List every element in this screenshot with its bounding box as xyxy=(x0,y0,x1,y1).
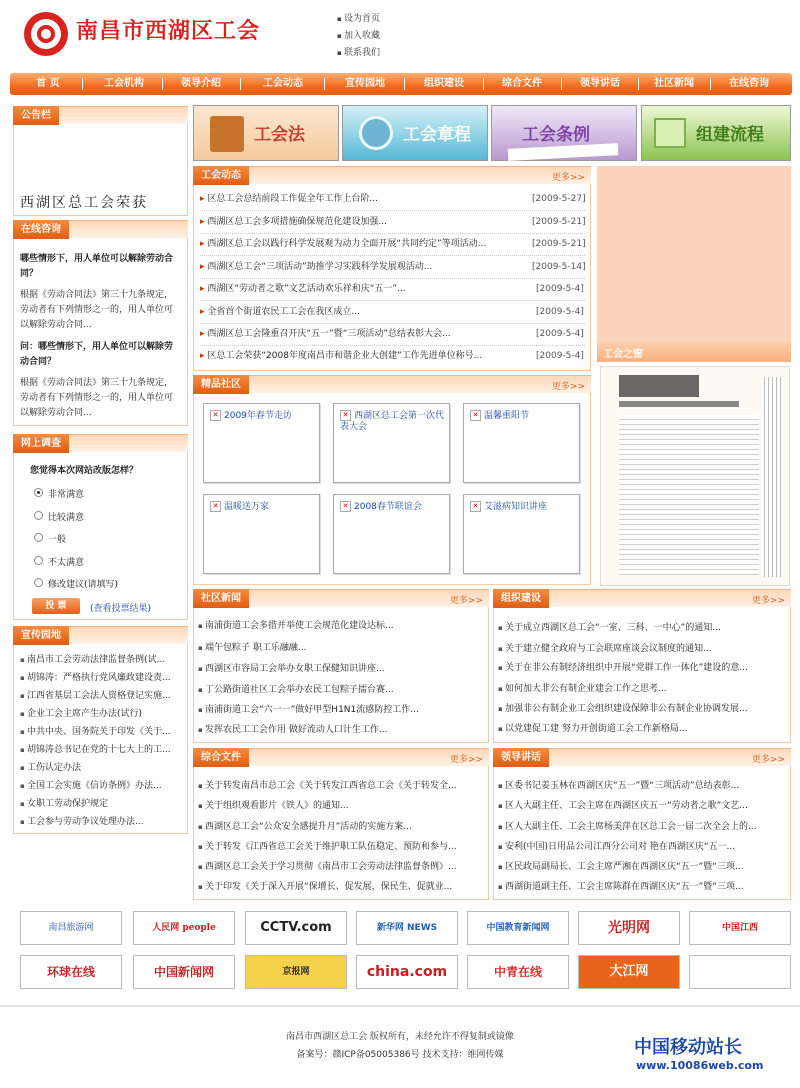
community-thumb[interactable] xyxy=(333,403,450,483)
survey-option-2: 比较满意 xyxy=(48,513,85,523)
community-thumb[interactable] xyxy=(333,494,450,574)
set-homepage-link[interactable]: ▪ 设为首页 xyxy=(337,11,380,24)
speeches-item[interactable]: ▪ 区委书记姜玉林在西湖区庆“五一”暨“三项活动”总结表彰... xyxy=(498,780,786,793)
nav-propaganda[interactable]: 宣传园地 xyxy=(345,78,385,89)
propaganda-item[interactable]: ▪ 江西省基层工会法人资格登记实施... xyxy=(20,690,188,703)
consult-answer-1: 根据《劳动合同法》第三十九条规定，劳动者有下列情形之一的，用人单位可以解除劳动合同... xyxy=(20,290,174,330)
news-date: [2009-5-21] xyxy=(532,217,586,227)
community-title: 精品社区 xyxy=(193,375,249,394)
nav-organization[interactable]: 组织建设 xyxy=(424,78,464,89)
link-jxnews[interactable]: 大江网 xyxy=(578,955,680,989)
survey-title-bar xyxy=(13,434,188,452)
union-news-title-bar xyxy=(193,166,591,184)
speeches-item[interactable]: ▪ 安利(中国)日用品公司江西分公司对 艳在西湖区庆“五一... xyxy=(498,841,786,854)
icp-record: 备案号：赣ICP备05005386号 技术支持：维网传媒 xyxy=(296,1050,504,1060)
community-thumb[interactable] xyxy=(203,494,320,574)
org-building-more-link[interactable]: 更多>> xyxy=(751,596,785,606)
documents-title: 综合文件 xyxy=(193,748,249,767)
news-date: [2009-5-4] xyxy=(536,307,584,317)
community-thumb-label: ✕ 温馨重阳节 xyxy=(470,410,574,422)
news-item[interactable]: ▸ 西湖区“劳动者之歌”文艺活动欢乐祥和庆“五一”... xyxy=(200,283,520,296)
setup-process-button[interactable] xyxy=(641,105,791,161)
setup-process-label: 组建流程 xyxy=(696,125,764,145)
add-favorite-link[interactable]: ▪ 加入收藏 xyxy=(337,28,380,41)
union-news-more-link[interactable]: 更多>> xyxy=(551,173,585,183)
union-rules-label: 工会条例 xyxy=(522,125,590,145)
consult-question-2[interactable]: 问：哪些情形下，用人单位可以解除劳动合同？ xyxy=(20,342,174,367)
notice-title: 公告栏 xyxy=(13,106,59,125)
document-icon xyxy=(654,118,686,148)
community-thumb-label: ✕ 艾滋病知识讲座 xyxy=(470,501,574,513)
news-date: [2009-5-4] xyxy=(536,351,584,361)
community-more-link[interactable]: 更多>> xyxy=(551,382,585,392)
notice-marquee[interactable]: 西湖区总工会荣获 xyxy=(20,195,148,211)
community-news-title: 社区新闻 xyxy=(193,589,249,608)
nav-online-consult[interactable]: 在线咨询 xyxy=(729,78,769,89)
documents-item[interactable]: ▪ 关于组织观看影片《铁人》的通知... xyxy=(198,800,484,813)
news-date: [2009-5-27] xyxy=(532,194,586,204)
union-emblem-icon[interactable] xyxy=(24,12,68,56)
org-building-item[interactable]: ▪ 加强非公有制企业工会组织建设保障非公有制企业协调发展... xyxy=(498,703,786,716)
community-news-item[interactable]: ▪ 发挥农民工工会作用 做好流动人口计生工作... xyxy=(198,724,484,737)
consult-answer-2: 根据《劳动合同法》第三十九条规定，劳动者有下列情形之一的，用人单位可以解除劳动合同... xyxy=(20,378,174,418)
nav-leaders[interactable]: 领导介绍 xyxy=(181,78,221,89)
union-rules-button[interactable] xyxy=(491,105,637,161)
user-icon xyxy=(359,116,393,150)
propaganda-item[interactable]: ▪ 南昌市工会劳动法律监督条例(试... xyxy=(20,654,188,667)
community-thumb[interactable] xyxy=(463,494,580,574)
speeches-item[interactable]: ▪ 区人大副主任、工会主席在西湖区庆五一“劳动者之歌”文艺... xyxy=(498,800,786,813)
documents-more-link[interactable]: 更多>> xyxy=(449,755,483,765)
survey-option-5: 修改建议(请填写) xyxy=(48,580,119,590)
union-charter-label: 工会章程 xyxy=(403,125,471,145)
propaganda-title-bar xyxy=(13,626,188,644)
community-news-item[interactable]: ▪ 南浦街道工会多措并举使工会规范化建设达标... xyxy=(198,620,484,633)
speeches-item[interactable]: ▪ 区人大副主任、工会主席杨美萍在区总工会一届二次全会上的... xyxy=(498,821,786,834)
community-news-item[interactable]: ▪ 西湖区市容局工会举办女职工保健知识讲座... xyxy=(198,663,484,676)
survey-radio-3[interactable] xyxy=(34,533,43,542)
nav-speeches[interactable]: 领导讲话 xyxy=(580,78,620,89)
speeches-item[interactable]: ▪ 区民政局副局长、工会主席严湘在西湖区庆“五一”暨“三项... xyxy=(498,861,786,874)
community-thumb-label: ✕ 温暖送万家 xyxy=(210,501,314,513)
community-news-title-bar xyxy=(193,589,489,607)
footer xyxy=(0,1005,800,1088)
documents-item[interactable]: ▪ 关于转发南昌市总工会《关于转发江西省总工会《关于转发全... xyxy=(198,780,484,793)
news-item[interactable]: ▸ 区总工会荣获“2008年度南昌市和谐企业大创建”工作先进单位称号... xyxy=(200,350,520,363)
union-charter-button[interactable] xyxy=(342,105,488,161)
propaganda-item[interactable]: ▪ 工伤认定办法 xyxy=(20,762,188,775)
propaganda-item[interactable]: ▪ 女职工劳动保护规定 xyxy=(20,798,188,811)
link-china-com[interactable]: china.com xyxy=(356,955,458,989)
link-broken-image[interactable] xyxy=(689,955,791,989)
propaganda-item[interactable]: ▪ 胡锦涛总书记在党的十七大上的工... xyxy=(20,744,188,757)
survey-option-4: 不太满意 xyxy=(48,558,85,568)
propaganda-title: 宣传园地 xyxy=(13,626,69,645)
contact-us-link[interactable]: ▪ 联系我们 xyxy=(337,45,380,58)
news-item[interactable]: ▸ 西湖区总工会以践行科学发展观为动力全面开展“共同约定”等项活动... xyxy=(200,238,520,251)
documents-item[interactable]: ▪ 西湖区总工会“公众安全感提升月”活动的实施方案... xyxy=(198,821,484,834)
survey-radio-5[interactable] xyxy=(34,578,43,587)
survey-radio-1[interactable] xyxy=(34,488,43,497)
org-building-item[interactable]: ▪ 如何加大非公有制企业建会工作之思考... xyxy=(498,683,786,696)
watermark-title: 中国移动站长 xyxy=(634,1037,742,1058)
community-thumb[interactable] xyxy=(203,403,320,483)
org-building-item[interactable]: ▪ 关于在非公有制经济组织中开展“党群工作一体化”建设的意... xyxy=(498,662,786,675)
news-item[interactable]: ▸ 全省首个街道农民工工会在我区成立... xyxy=(200,306,520,319)
vote-results-link[interactable]: (查看投票结果) xyxy=(90,604,152,614)
propaganda-item[interactable]: ▪ 全国工会实施《信访条例》办法... xyxy=(20,780,188,793)
link-china-jiangxi[interactable]: 中国江西 xyxy=(689,911,791,945)
copyright: 南昌市西湖区总工会 版权所有，未经允许不得复制或镜像 xyxy=(286,1032,514,1042)
community-news-more-link[interactable]: 更多>> xyxy=(449,596,483,606)
survey-option-3: 一般 xyxy=(48,535,67,545)
propaganda-item[interactable]: ▪ 企业工会主席产生办法(试行) xyxy=(20,708,188,721)
org-building-item[interactable]: ▪ 以党建促工建 努力开创街道工会工作新格局... xyxy=(498,723,786,736)
link-nanchang-travel[interactable]: 南昌旅游网 xyxy=(20,911,122,945)
link-jingbao[interactable]: 京报网 xyxy=(245,955,347,989)
documents-item[interactable]: ▪ 关于印发《关于深入开展“保增长、促发展，保民生、促就业... xyxy=(198,881,484,894)
nav-home[interactable]: 首 页 xyxy=(36,78,60,89)
speeches-title: 领导讲话 xyxy=(493,748,549,767)
union-window-title-bar xyxy=(597,342,791,362)
news-date: [2009-5-4] xyxy=(536,284,584,294)
link-guangming[interactable]: 光明网 xyxy=(578,911,680,945)
nav-union-org[interactable]: 工会机构 xyxy=(104,78,144,89)
propaganda-item[interactable]: ▪ 工会参与劳动争议处理办法... xyxy=(20,816,188,829)
propaganda-item[interactable]: ▪ 中共中央、国务院关于印发《关于... xyxy=(20,726,188,739)
pen-icon xyxy=(508,143,618,161)
community-title-bar xyxy=(193,375,591,393)
survey-radio-2[interactable] xyxy=(34,511,43,520)
org-building-title: 组织建设 xyxy=(493,589,549,608)
news-date: [2009-5-14] xyxy=(532,262,586,272)
community-news-item[interactable]: ▪ 丁公路街道社区工会举办农民工包粽子擂台赛... xyxy=(198,684,484,697)
community-news-item[interactable]: ▪ 南浦街道工会“六一一”做好甲型H1N1流感防控工作... xyxy=(198,704,484,717)
documents-title-bar xyxy=(193,748,489,766)
speeches-more-link[interactable]: 更多>> xyxy=(751,755,785,765)
news-date: [2009-5-4] xyxy=(536,329,584,339)
news-item[interactable]: ▸ 西湖区总工会多项措施确保规范化建设加强... xyxy=(200,216,520,229)
news-item[interactable]: ▸ 区总工会总结前段工作促全年工作上台阶... xyxy=(200,193,520,206)
vote-button[interactable]: 投 票 xyxy=(32,598,80,614)
nav-union-news[interactable]: 工会动态 xyxy=(263,78,303,89)
labor-law-label: 工会法 xyxy=(254,125,305,145)
consult-question-1[interactable]: 哪些情形下，用人单位可以解除劳动合同？ xyxy=(20,254,174,279)
labor-law-button[interactable] xyxy=(193,105,339,161)
site-title[interactable]: 南昌市西湖区工会 xyxy=(76,19,261,44)
header xyxy=(0,0,800,72)
survey-radio-4[interactable] xyxy=(34,556,43,565)
main-nav xyxy=(10,73,792,95)
survey-panel xyxy=(13,434,188,620)
link-cyol[interactable]: 中青在线 xyxy=(467,955,569,989)
survey-question: 您觉得本次网站改版怎样？ xyxy=(30,466,139,476)
link-cctv[interactable]: CCTV.com xyxy=(245,911,347,945)
link-people[interactable]: 人民网 people xyxy=(133,911,235,945)
community-thumb[interactable] xyxy=(463,403,580,483)
speeches-item[interactable]: ▪ 西湖街道副主任、工会主席陈群在西湖区庆“五一”暨“三项... xyxy=(498,881,786,894)
community-thumb-label: ✕ 西湖区总工会第一次代表大会 xyxy=(340,410,444,433)
news-item[interactable]: ▸ 西湖区总工会隆重召开庆“五一”暨“三项活动”总结表彰大会... xyxy=(200,328,520,341)
community-thumb-label: ✕ 2008春节联谊会 xyxy=(340,501,444,513)
propaganda-item[interactable]: ▪ 胡锦涛：严格执行党风廉政建设责... xyxy=(20,672,188,685)
nav-documents[interactable]: 综合文件 xyxy=(502,78,542,89)
org-building-item[interactable]: ▪ 关于成立西湖区总工会“一室、三科、一中心”的通知... xyxy=(498,622,786,635)
news-date: [2009-5-21] xyxy=(532,239,586,249)
nav-community[interactable]: 社区新闻 xyxy=(654,78,694,89)
link-xinhua[interactable]: 新华网 NEWS xyxy=(356,911,458,945)
notice-title-bar xyxy=(13,106,188,124)
documents-item[interactable]: ▪ 西湖区总工会关于学习贯彻《南昌市工会劳动法律监督条例》... xyxy=(198,861,484,874)
org-building-item[interactable]: ▪ 关于建立健全政府与工会联席座谈会议制度的通知... xyxy=(498,643,786,656)
consult-title: 在线咨询 xyxy=(13,220,69,239)
link-chinanews[interactable]: 中国新闻网 xyxy=(133,955,235,989)
community-thumb-label: ✕ 2009年春节走访 xyxy=(210,410,314,422)
link-edu-news[interactable]: 中国教育新闻网 xyxy=(467,911,569,945)
union-news-title: 工会动态 xyxy=(193,166,249,185)
documents-item[interactable]: ▪ 关于转发《江西省总工会关于维护职工队伍稳定、预防和参与... xyxy=(198,841,484,854)
union-window-title: 工会之窗 xyxy=(603,349,643,360)
book-icon xyxy=(210,116,244,152)
survey-title: 网上调查 xyxy=(13,434,69,453)
community-news-item[interactable]: ▪ 端午包粽子 职工乐融融... xyxy=(198,642,484,655)
watermark-url: www.10086web.com xyxy=(636,1059,764,1072)
news-item[interactable]: ▸ 西湖区总工会“三项活动”助推学习实践科学发展观活动... xyxy=(200,261,520,274)
consult-title-bar xyxy=(13,220,188,238)
banner-area xyxy=(597,166,791,342)
speeches-title-bar xyxy=(493,748,791,766)
survey-option-1: 非常满意 xyxy=(48,490,85,500)
org-building-title-bar xyxy=(493,589,791,607)
union-window-newspaper[interactable] xyxy=(600,366,790,586)
link-huanqiu[interactable]: 环球在线 xyxy=(20,955,122,989)
